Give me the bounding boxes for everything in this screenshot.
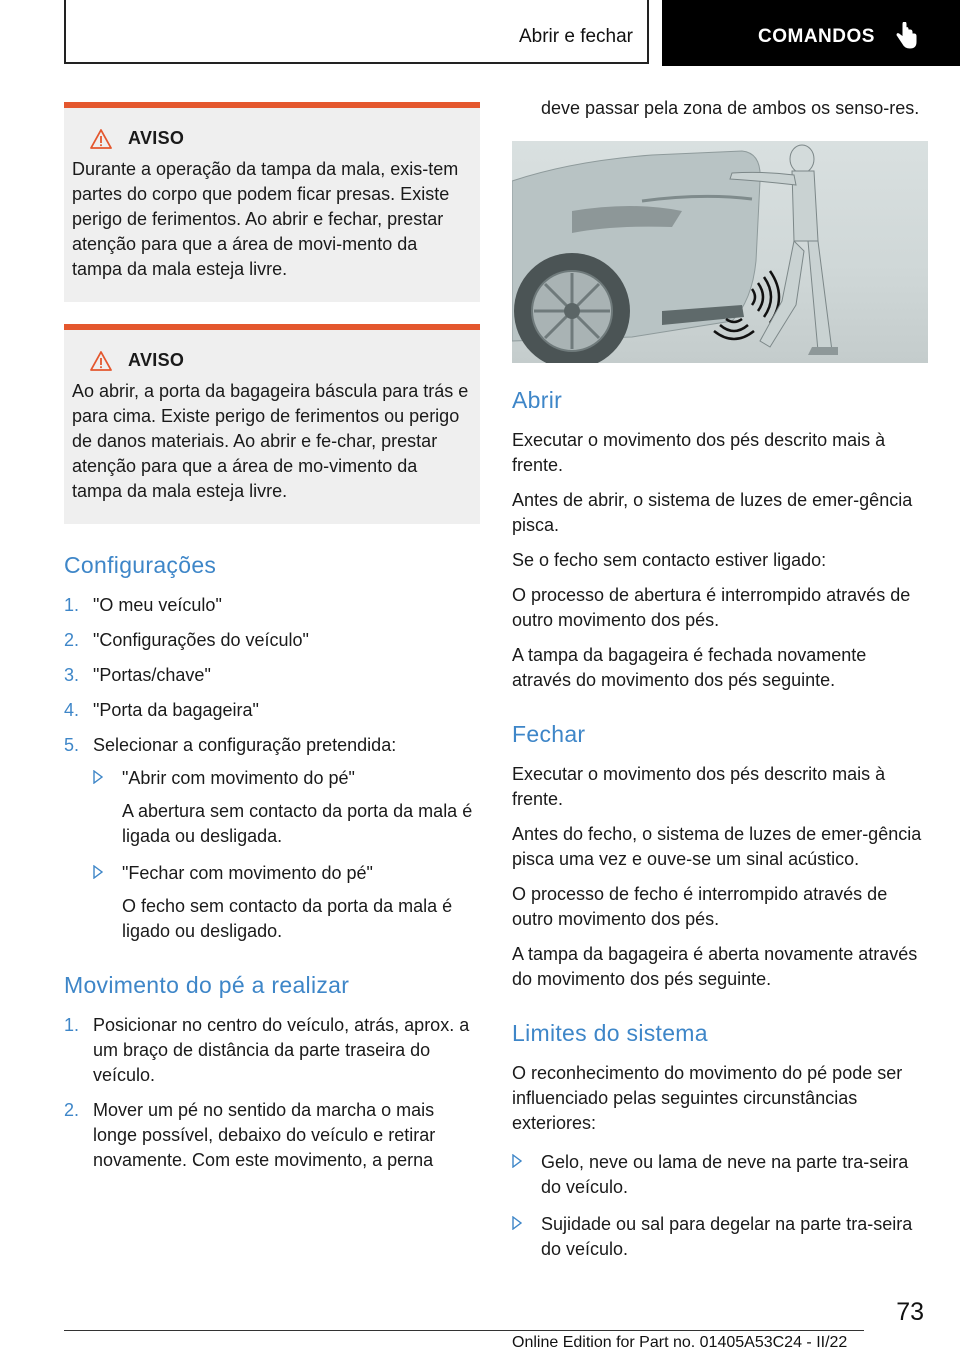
- section-title: Abrir e fechar: [518, 26, 633, 47]
- open-paragraph: Antes de abrir, o sistema de luzes de emer-gência pisca.: [512, 490, 913, 535]
- foot-movement-continuation: deve passar pela zona de ambos os senso-res.: [541, 98, 920, 118]
- car-rear-drawing: [512, 141, 928, 363]
- foot-movement-steps-list: [64, 1013, 480, 1173]
- warning-box: [64, 324, 480, 524]
- list-item: 2. "Configurações do veículo": [64, 630, 309, 650]
- left-column: [64, 102, 480, 1183]
- open-paragraph: Executar o movimento dos pés descrito mais à frente.: [512, 430, 886, 475]
- chapter-title: COMANDOS: [758, 26, 875, 47]
- warning-triangle-icon: [90, 351, 112, 371]
- footer-divider: [64, 1330, 864, 1331]
- triangle-bullet-icon: [512, 1154, 522, 1168]
- warning-text: Durante a operação da tampa da mala, exis-tem partes do corpo que podem ficar presas. Existe perigo de ferimentos. Ao abrir e fechar, prestar atenção para que a área de movi-mento da tampa da mala esteja livre.: [72, 159, 459, 279]
- warning-box: [64, 102, 480, 302]
- list-item: 1. "O meu veículo": [64, 595, 222, 615]
- limits-intro: O reconhecimento do movimento do pé pode ser influenciado pelas seguintes circunstâncias exteriores:: [512, 1063, 903, 1133]
- foot-movement-heading: Movimento do pé a realizar: [64, 972, 350, 998]
- triangle-bullet-icon: [93, 770, 103, 784]
- list-item: 3. "Portas/chave": [64, 665, 211, 685]
- open-paragraph: O processo de abertura é interrompido através de outro movimento dos pés.: [512, 585, 911, 630]
- list-item: "Abrir com movimento do pé" A abertura sem contacto da porta da mala é ligada ou desligada.: [93, 766, 480, 849]
- triangle-bullet-icon: [93, 865, 103, 879]
- footer-edition: Online Edition for Part no. 01405A53C24 - II/22: [512, 1334, 848, 1351]
- close-paragraph: O processo de fecho é interrompido através de outro movimento dos pés.: [512, 884, 888, 929]
- triangle-bullet-icon: [512, 1216, 522, 1230]
- open-paragraph: Se o fecho sem contacto estiver ligado:: [512, 550, 827, 570]
- open-heading: Abrir: [512, 387, 563, 413]
- warning-title: AVISO: [128, 350, 185, 370]
- warning-triangle-icon: [90, 129, 112, 149]
- list-item: Sujidade ou sal para degelar na parte tra-seira do veículo.: [512, 1212, 928, 1262]
- pointing-hand-icon: [894, 22, 920, 52]
- config-heading: Configurações: [64, 552, 217, 578]
- open-paragraph: A tampa da bagageira é fechada novamente através do movimento dos pés seguinte.: [512, 645, 867, 690]
- limits-heading: Limites do sistema: [512, 1020, 708, 1046]
- warning-text: Ao abrir, a porta da bagageira báscula para trás e para cima. Existe perigo de ferimentos ou perigo de danos materiais. Ao abrir e fe-char, prestar atenção para que a área de mo-vimento da tampa da mala esteja livre.: [72, 381, 469, 501]
- list-item: "Fechar com movimento do pé" O fecho sem contacto da porta da mala é ligado ou desligado.: [93, 861, 480, 944]
- warning-title: AVISO: [128, 128, 185, 148]
- right-column: [512, 96, 928, 1274]
- config-options-list: [93, 766, 480, 944]
- header-section-box: [64, 0, 649, 64]
- list-item: Gelo, neve ou lama de neve na parte tra-seira do veículo.: [512, 1150, 928, 1200]
- close-paragraph: A tampa da bagageira é aberta novamente através do movimento dos pés seguinte.: [512, 944, 918, 989]
- list-item: 1. Posicionar no centro do veículo, atrás, aprox. a um braço de distância da parte traseira do veículo.: [64, 1015, 470, 1085]
- config-steps-list: [64, 593, 480, 944]
- limits-list: [512, 1150, 928, 1262]
- close-paragraph: Antes do fecho, o sistema de luzes de emer-gência pisca uma vez e ouve-se um sinal acústico.: [512, 824, 922, 869]
- chapter-tab: [662, 0, 960, 66]
- list-item: 2. Mover um pé no sentido da marcha o mais longe possível, debaixo do veículo e retirar novamente. Com este movimento, a perna: [64, 1100, 436, 1170]
- list-item: 5. Selecionar a configuração pretendida: "Abrir com movimento do pé" A abertura sem contacto da porta da mala é ligada ou desligada. "Fechar com movimento do pé" O fecho sem contacto da porta da mala é ligado ou desligado.: [64, 733, 480, 944]
- list-item: 4. "Porta da bagageira": [64, 700, 259, 720]
- car-rear-illustration: [512, 141, 928, 363]
- page-number: 73: [896, 1298, 924, 1326]
- close-heading: Fechar: [512, 721, 586, 747]
- close-paragraph: Executar o movimento dos pés descrito mais à frente.: [512, 764, 886, 809]
